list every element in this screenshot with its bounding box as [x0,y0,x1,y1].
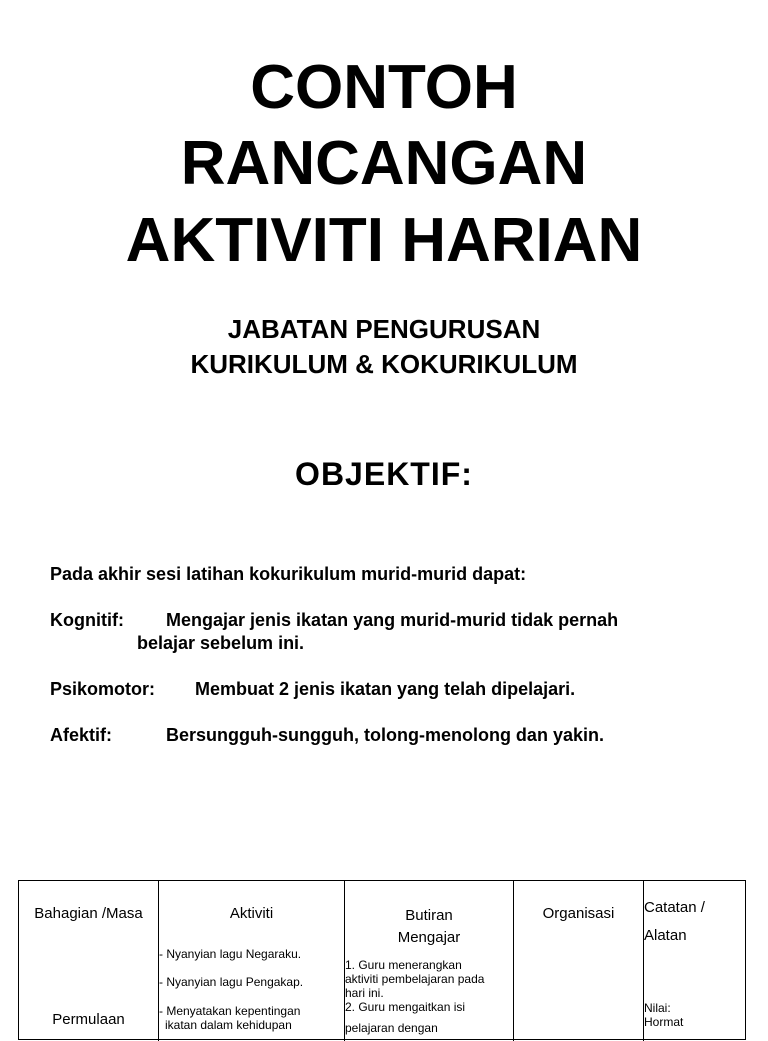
objective-text-kognitif-continuation: belajar sebelum ini. [137,633,305,653]
page-title-line-1: CONTOH [250,53,518,122]
butiran-line-4: 2. Guru mengaitkan isi [345,1000,466,1014]
aktiviti-line-3: - Menyatakan kepentingan [159,1004,301,1018]
column-aktiviti [159,881,345,1041]
aktiviti-line-2: - Nyanyian lagu Pengakap. [159,975,304,989]
objective-text-kognitif: Mengajar jenis ikatan yang murid-murid tidak pernah [166,610,619,630]
butiran-line-3: hari ini. [345,986,384,1000]
header-butiran-line-2: Mengajar [397,929,461,946]
subtitle-line-1: JABATAN PENGURUSAN [227,314,541,344]
header-catatan-line-2: Alatan [644,927,687,944]
header-aktiviti: Aktiviti [229,905,274,922]
aktiviti-line-1: - Nyanyian lagu Negaraku. [159,947,302,961]
column-bahagian [19,881,159,1041]
catatan-line-2: Hormat [644,1015,684,1029]
activity-plan-table [18,880,746,1040]
page-title-line-2: RANCANGAN [180,129,588,198]
column-organisasi [514,881,644,1041]
subtitle-line-2: KURIKULUM & KOKURIKULUM [190,349,578,379]
column-butiran [345,881,514,1041]
objective-label-kognitif: Kognitif: [50,610,124,630]
butiran-line-2: aktiviti pembelajaran pada [345,972,485,986]
objective-text-afektif: Bersungguh-sungguh, tolong-menolong dan yakin. [166,725,604,745]
page-title-line-3: AKTIVITI HARIAN [125,206,643,275]
header-organisasi: Organisasi [542,905,615,922]
butiran-line-5: pelajaran dengan [345,1021,438,1035]
catatan-line-1: Nilai: [644,1001,671,1015]
cell-bahagian-permulaan: Permulaan [52,1011,125,1028]
objective-heading: OBJEKTIF: [295,456,473,492]
header-butiran-line-1: Butiran [405,907,453,924]
butiran-line-1: 1. Guru menerangkan [345,958,462,972]
header-bahagian: Bahagian /Masa [34,905,143,922]
aktiviti-line-4: ikatan dalam kehidupan [165,1018,292,1032]
objective-label-psikomotor: Psikomotor: [50,679,156,699]
header-catatan-line-1: Catatan / [644,899,705,916]
objective-intro: Pada akhir sesi latihan kokurikulum murid-murid dapat: [50,564,527,584]
objective-label-afektif: Afektif: [50,725,112,745]
objective-text-psikomotor: Membuat 2 jenis ikatan yang telah dipelajari. [195,679,576,699]
column-catatan [644,881,747,1041]
